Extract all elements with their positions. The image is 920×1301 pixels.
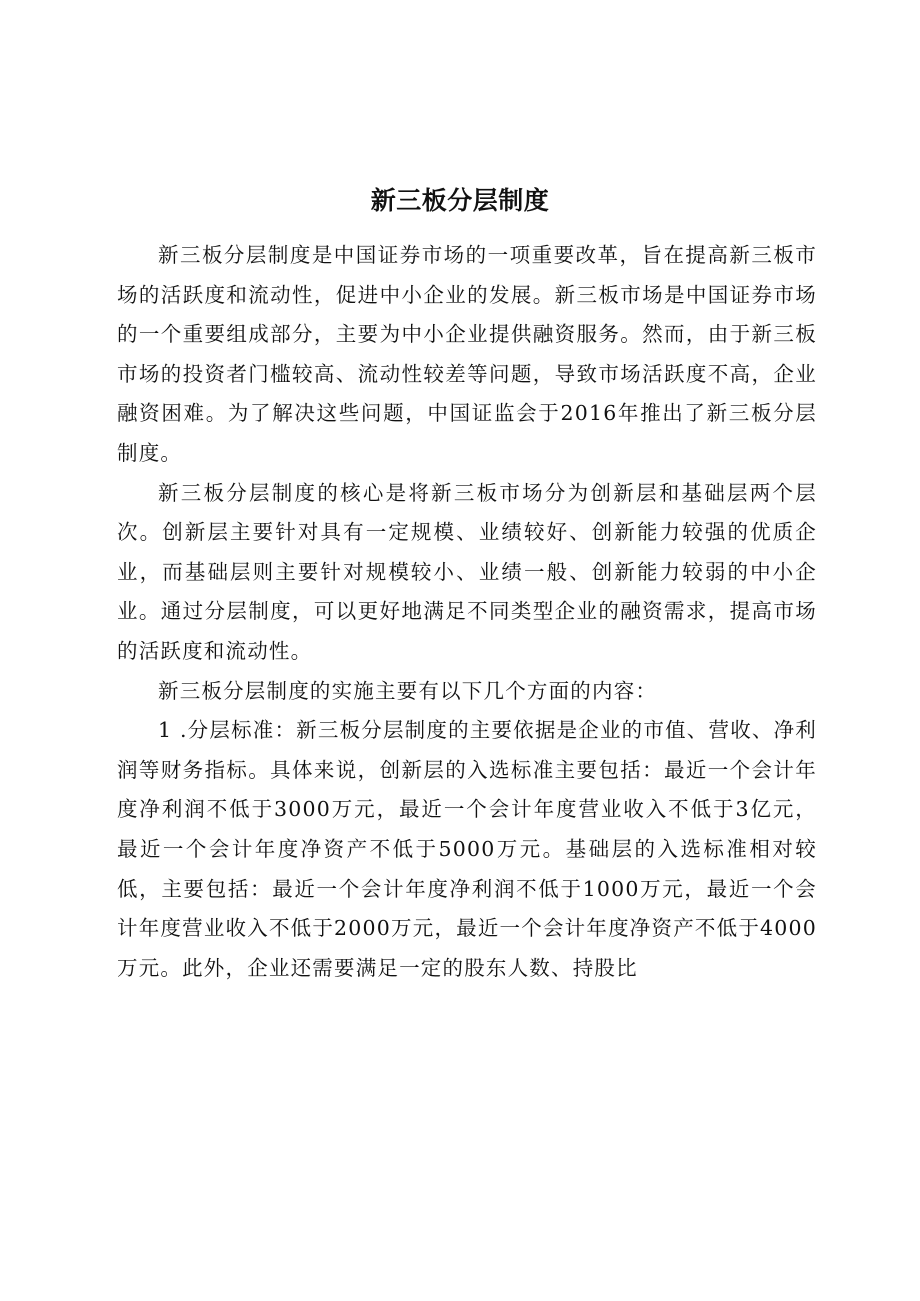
paragraph-implementation: 新三板分层制度的实施主要有以下几个方面的内容： (158, 678, 658, 703)
paragraph-core: 新三板分层制度的核心是将新三板市场分为创新层和基础层两个层次。创新层主要针对具有一定规模、业绩较好、创新能力较强的优质企业，而基础层则主要针对规模较小、业绩一般、创新能力较弱的中小企业。通过分层制度，可以更好地满足不同类型企业的融资需求，提高市场的活跃度和流动性。 (117, 480, 817, 663)
document-body (117, 236, 817, 988)
document-title: 新三板分层制度 (370, 186, 550, 215)
paragraph-tier-standards: 1 .分层标准：新三板分层制度的主要依据是企业的市值、营收、净利润等财务指标。具体来说，创新层的入选标准主要包括：最近一个会计年度净利润不低于3000万元，最近一个会计年度营业收入不低于3亿元，最近一个会计年度净资产不低于5000万元。基础层的入选标准相对较低，主要包括：最近一个会计年度净利润不低于1000万元，最近一个会计年度营业收入不低于2000万元，最近一个会计年度净资产不低于4000万元。此外，企业还需要满足一定的股东人数、持股比 (117, 718, 817, 980)
paragraph-intro: 新三板分层制度是中国证券市场的一项重要改革，旨在提高新三板市场的活跃度和流动性，促进中小企业的发展。新三板市场是中国证券市场的一个重要组成部分，主要为中小企业提供融资服务。然而，由于新三板市场的投资者门槛较高、流动性较差等问题，导致市场活跃度不高，企业融资困难。为了解决这些问题，中国证监会于2016年推出了新三板分层制度。 (117, 243, 817, 465)
